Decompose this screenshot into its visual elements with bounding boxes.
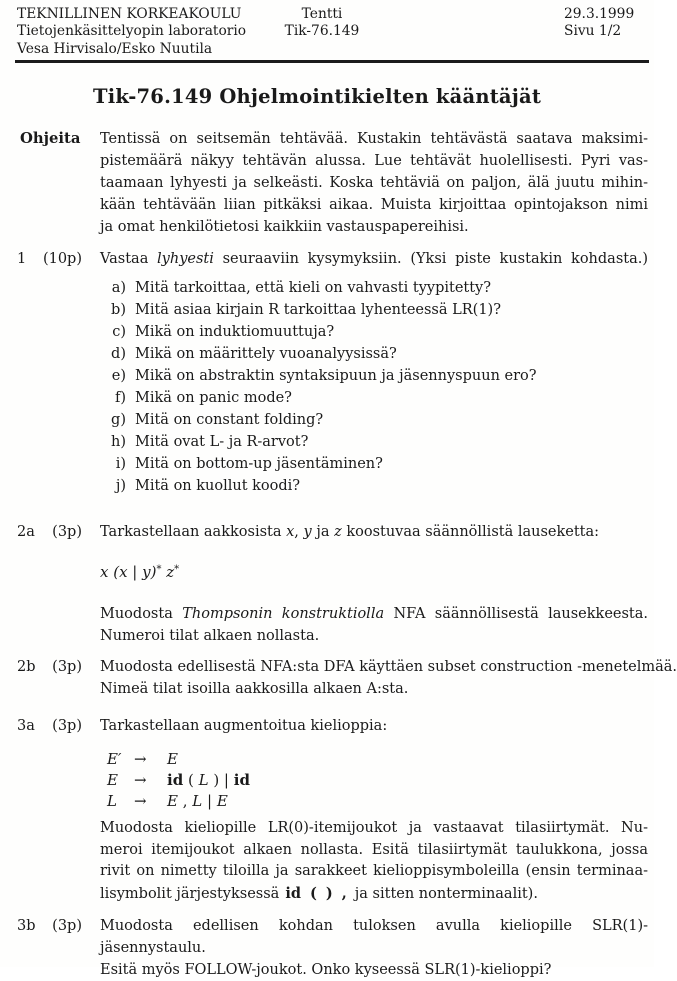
arrow-symbol: → [134, 792, 147, 810]
item-text: Mikä on induktiomuuttuja? [135, 324, 335, 340]
grammar-row [107, 770, 250, 791]
grammar-rhs: | [202, 792, 217, 810]
item-text: Mitä tarkoittaa, että kieli on vahvasti tyypitetty? [135, 280, 492, 296]
task-text: Muodosta kieliopille LR(0)-itemijoukot ja vastaavat tilasiirtymät. Nu- [100, 820, 648, 836]
nonterminal-E: E [216, 792, 228, 810]
math-var-x: x [286, 524, 295, 540]
instructions-label: Ohjeita [20, 130, 81, 147]
item-text: Mikä on määrittely vuoanalyysissä? [135, 346, 397, 362]
intro-text: , [294, 524, 304, 540]
task-text: Esitä myös FOLLOW-joukot. Onko kyseessä SLR(1)-kielioppi? [100, 962, 552, 978]
intro-text: ja [311, 524, 335, 540]
math-var-z: z [334, 524, 342, 540]
instructions-line: ja omat henkilötietosi kaikkiin vastauspapereihisi. [100, 219, 469, 235]
formula-part: z [161, 563, 175, 581]
list-item [100, 409, 537, 431]
question-points: (10p) [42, 251, 82, 267]
item-label: f) [114, 390, 126, 406]
task-text: Numeroi tilat alkaen nollasta. [100, 628, 320, 644]
exam-type: Tentti [301, 6, 343, 22]
task-text: Nimeä tilat isoilla aakkosilla alkaen A:sta. [100, 681, 409, 697]
question-1-intro [100, 248, 648, 270]
intro-text: seuraaviin kysymyksiin. (Yksi piste kustakin kohdasta.) [213, 251, 649, 267]
kleene-star: * [174, 564, 180, 575]
terminal-comma: , [341, 884, 347, 902]
intro-text: Tarkastellaan aakkosista [100, 524, 287, 540]
terminal-id: id [233, 771, 250, 789]
terminal-id: id [285, 884, 301, 902]
instructions-line: taamaan lyhyesti ja selkeästi. Koska tehtäviä on paljon, älä juutu mihin- [100, 175, 648, 191]
terminal-lparen: ( [309, 884, 317, 902]
arrow-symbol: → [134, 771, 147, 789]
intro-emphasis: lyhyesti [157, 251, 214, 267]
grammar-lhs: L [107, 792, 117, 810]
grammar-rhs: ) | [208, 771, 234, 789]
question-number: 2b [17, 659, 36, 675]
intro-text: Vastaa [100, 251, 158, 267]
task-text: Muodosta edellisen kohdan tuloksen avulla kieliopille SLR(1)-jäsennystaulu. [100, 918, 648, 956]
nonterminal-L: L [198, 771, 209, 789]
grammar-rhs: ( [183, 771, 199, 789]
intro-text: Tarkastellaan augmentoitua kielioppia: [100, 718, 388, 734]
grammar-lhs: E′ [107, 750, 122, 768]
item-text: Mitä on constant folding? [135, 412, 324, 428]
exam-date: 29.3.1999 [564, 6, 635, 22]
grammar-productions [107, 749, 250, 812]
header-right [564, 6, 634, 41]
item-label: e) [111, 368, 126, 384]
question-points: (3p) [52, 659, 82, 675]
grammar-rhs: E [167, 750, 178, 768]
list-item [100, 343, 537, 365]
nonterminal-L: L [192, 792, 203, 810]
formula-part: x (x | y) [100, 563, 157, 581]
document-title: Tik-76.149 Ohjelmointikielten kääntäjät [93, 85, 542, 108]
arrow-symbol: → [134, 750, 147, 768]
item-label: b) [111, 302, 126, 318]
task-text: Muodosta edellisestä NFA:sta DFA käyttäen subset construction -menetelmää. [100, 659, 677, 675]
item-label: c) [112, 324, 126, 340]
list-item [100, 277, 537, 299]
terminal-id: id [167, 771, 184, 789]
intro-text: koostuvaa säännöllistä lauseketta: [341, 524, 600, 540]
instructions-text [100, 128, 648, 238]
item-text: Mikä on panic mode? [135, 390, 292, 406]
question-points: (3p) [52, 718, 82, 734]
organization-name: TEKNILLINEN KORKEAKOULU [17, 6, 242, 22]
list-item [100, 475, 537, 497]
laboratory-name: Tietojenkäsittelyopin laboratorio [17, 23, 247, 40]
question-1-items [100, 277, 537, 497]
task-text: ja sitten nonterminaalit). [354, 885, 538, 902]
item-label: d) [111, 346, 126, 362]
list-item [100, 365, 537, 387]
question-number: 3b [17, 918, 36, 934]
question-2a-intro [100, 521, 648, 543]
list-item [100, 299, 537, 321]
examiner-names: Vesa Hirvisalo/Esko Nuutila [17, 40, 213, 57]
kleene-star: * [156, 564, 162, 575]
list-item [100, 387, 537, 409]
task-text: lisymbolit järjestyksessä [100, 885, 280, 902]
item-label: a) [111, 280, 126, 296]
task-text: Muodosta [100, 606, 183, 622]
instructions-line: pistemäärä näkyy tehtävän alussa. Lue tehtävät huolellisesti. Pyri vas- [100, 153, 648, 169]
item-text: Mitä asiaa kirjain R tarkoittaa lyhenteessä LR(1)? [135, 302, 501, 318]
task-emphasis: Thompsonin konstruktiolla [182, 606, 385, 622]
header-left [17, 6, 246, 58]
list-item [100, 321, 537, 343]
regular-expression-formula [100, 560, 179, 582]
instructions-line: kään tehtävään liian pitkäksi aikaa. Muista kirjoittaa opintojakson nimi [100, 197, 648, 213]
header-rule [15, 60, 649, 63]
question-number: 3a [17, 718, 35, 734]
question-points: (3p) [52, 918, 82, 934]
task-text: NFA säännöllisestä lausekkeesta. [384, 606, 649, 622]
item-text: Mitä on bottom-up jäsentäminen? [135, 456, 383, 472]
header-center [279, 6, 365, 41]
item-label: j) [115, 478, 126, 494]
instructions-line: Tentissä on seitsemän tehtävää. Kustakin tehtävästä saatava maksimi- [100, 131, 648, 147]
question-points: (3p) [52, 524, 82, 540]
grammar-lhs: E [107, 771, 118, 789]
task-text: meroi itemijoukot alkaen nollasta. Esitä tilasiirtymät taulukkona, jossa [100, 841, 648, 858]
item-text: Mitä on kuollut koodi? [135, 478, 301, 494]
question-number: 1 [17, 251, 27, 267]
task-text: rivit on nimetty tiloilla ja sarakkeet kielioppisymboleilla (ensin terminaa- [100, 863, 648, 879]
item-text: Mikä on abstraktin syntaksipuun ja jäsennyspuun ero? [135, 368, 537, 384]
page-number: Sivu 1/2 [564, 23, 622, 40]
list-item [100, 453, 537, 475]
item-label: h) [111, 434, 126, 450]
item-label: i) [115, 456, 126, 472]
list-item [100, 431, 537, 453]
nonterminal-E: E [167, 792, 178, 810]
grammar-row [107, 749, 250, 770]
question-number: 2a [17, 524, 35, 540]
item-label: g) [111, 412, 126, 428]
course-code: Tik-76.149 [284, 23, 360, 40]
grammar-row [107, 791, 250, 812]
grammar-rhs: , [177, 792, 193, 810]
item-text: Mitä ovat L- ja R-arvot? [135, 434, 309, 450]
terminal-rparen: ) [325, 884, 333, 902]
math-var-y: y [303, 524, 312, 540]
